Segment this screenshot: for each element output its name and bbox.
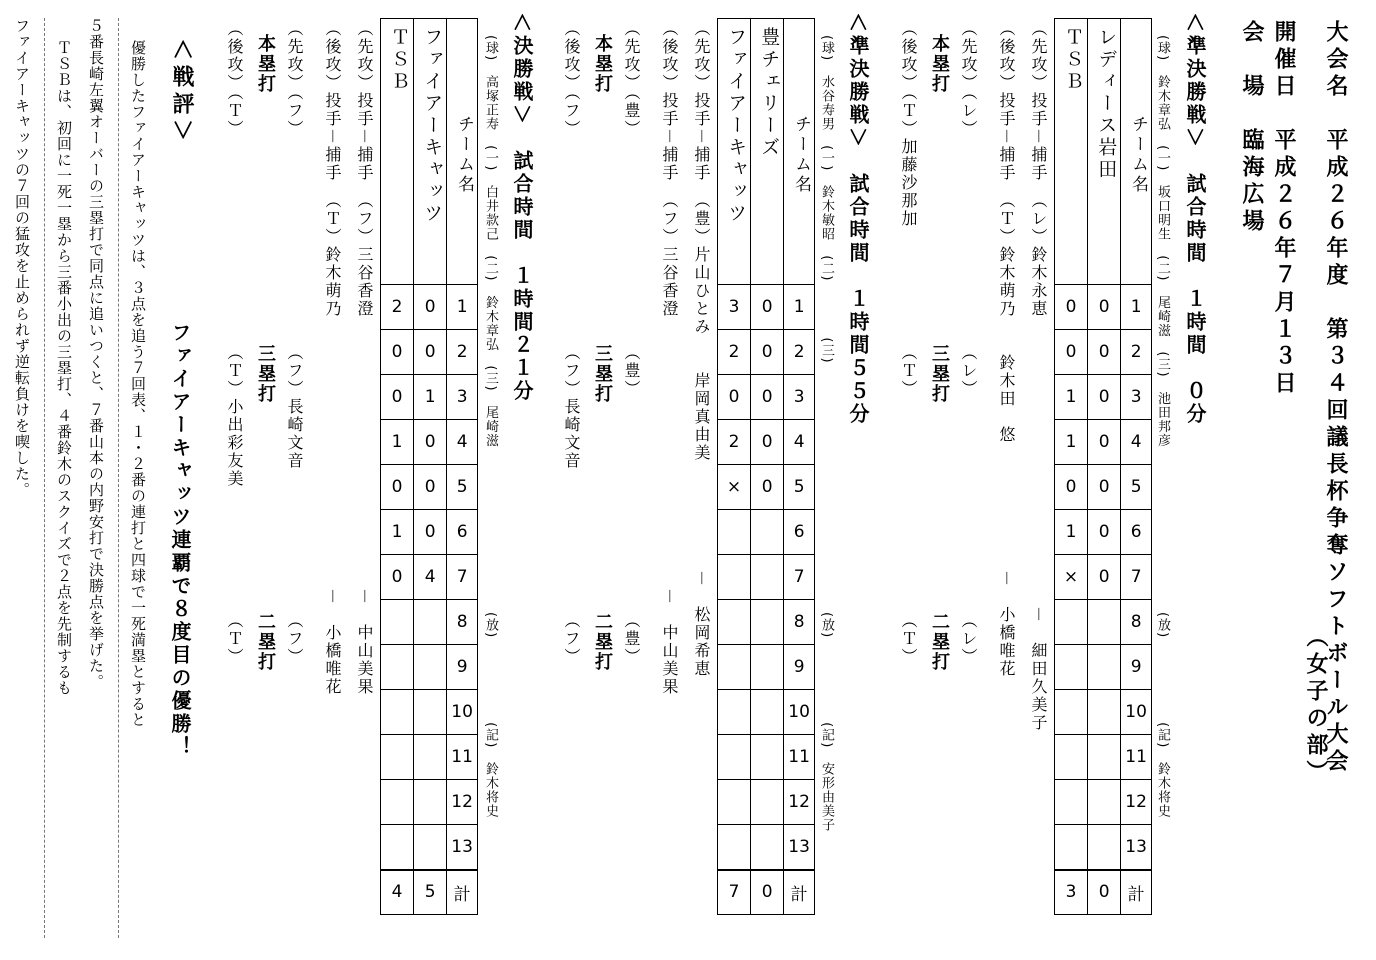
- inning-number: 9: [784, 645, 815, 690]
- inning-row: [381, 510, 478, 555]
- inning-score-cell: 0: [751, 375, 784, 420]
- inning-row: [381, 285, 478, 330]
- review-text-line: ファイアーキャッツの７回の猛攻を止められず逆転負けを喫した。: [13, 18, 31, 498]
- inning-score-cell: 0: [718, 375, 751, 420]
- inning-number: 13: [447, 825, 478, 870]
- game1-umpires-extra: (放) (記) 鈴木将史: [1155, 612, 1170, 819]
- inning-row: [1055, 420, 1152, 465]
- tournament-title: 大会名 平成２６年度 第３４回議長杯争奪ソフトボール大会: [1323, 20, 1348, 776]
- total-header: 計: [447, 870, 478, 915]
- inning-row: [381, 555, 478, 600]
- inning-score-cell: ×: [1055, 555, 1088, 600]
- total-header: 計: [1121, 870, 1152, 915]
- game3-hr-label: [256, 20, 274, 94]
- inning-number: 7: [447, 555, 478, 600]
- inning-score-cell: 0: [751, 420, 784, 465]
- inning-score-cell: 0: [414, 420, 447, 465]
- team-total: 7: [718, 870, 751, 915]
- game3-triple-bottom: （Ｔ）小出彩友美: [225, 344, 244, 488]
- hr-text: 本塁打: [255, 34, 276, 94]
- team-name-header: チーム名: [447, 19, 478, 285]
- division-label: （女子の部）: [1303, 625, 1328, 787]
- game2-battery-bottom: （後攻）投手－捕手 （フ）三谷香澄 － 中山美果: [660, 20, 679, 696]
- inning-row: [1055, 510, 1152, 555]
- inning-score-cell: 0: [1088, 285, 1121, 330]
- inning-score-cell: [718, 735, 751, 780]
- inning-score-cell: 0: [381, 555, 414, 600]
- team-name-cell: ＴＳＢ: [381, 19, 414, 285]
- inning-score-cell: [381, 825, 414, 870]
- game2-umpires: (球) 水谷寿男 (一) 鈴木敏昭 (二) (三): [819, 35, 834, 364]
- inning-number: 11: [784, 735, 815, 780]
- inning-row: [718, 330, 815, 375]
- inning-score-cell: [381, 600, 414, 645]
- inning-score-cell: 0: [1055, 285, 1088, 330]
- inning-score-cell: [751, 825, 784, 870]
- team-name-cell: ＴＳＢ: [1055, 19, 1088, 285]
- inning-number: 3: [447, 375, 478, 420]
- game1-umpires: (球) 鈴木章弘 (一) 坂口明生 (二) 尾崎滋 (三) 池田邦彦: [1155, 35, 1170, 448]
- inning-score-cell: 0: [1088, 510, 1121, 555]
- inning-row: [718, 735, 815, 780]
- game2-triple-label: 三塁打: [592, 344, 613, 404]
- game3-triple-top: （フ）長崎文音: [285, 344, 304, 470]
- inning-score-cell: [1088, 735, 1121, 780]
- game1-triple-bottom: （Ｔ）: [899, 344, 918, 398]
- inning-number: 8: [447, 600, 478, 645]
- inning-number: 11: [447, 735, 478, 780]
- inning-row: [381, 780, 478, 825]
- inning-score-cell: 0: [1088, 375, 1121, 420]
- inning-row: [1055, 285, 1152, 330]
- inning-score-cell: 1: [1055, 510, 1088, 555]
- total-header: 計: [784, 870, 815, 915]
- inning-score-cell: [718, 510, 751, 555]
- inning-score-cell: [718, 600, 751, 645]
- inning-number: 7: [784, 555, 815, 600]
- team-total: 5: [414, 870, 447, 915]
- inning-number: 6: [784, 510, 815, 555]
- inning-score-cell: [414, 645, 447, 690]
- team-name-header: チーム名: [1121, 19, 1152, 285]
- game1-double-top: （レ）: [959, 612, 978, 666]
- inning-score-cell: 0: [381, 465, 414, 510]
- inning-score-cell: [1055, 600, 1088, 645]
- review-text-line: 優勝したファイアーキャッツは、３点を追う７回表、１・２番の連打と四球で一死満塁とすると: [129, 40, 147, 728]
- game2-hr-label: [593, 20, 611, 94]
- inning-number: 5: [447, 465, 478, 510]
- game2-hr-bottom: （後攻）（フ）: [562, 20, 581, 138]
- game3-umpires: (球) 高塚正寿 (一) 白井款己 (二) 鈴木章弘 (三) 尾崎滋: [483, 35, 498, 448]
- inning-row: [1055, 330, 1152, 375]
- inning-score-cell: [751, 555, 784, 600]
- inning-score-cell: 0: [1088, 330, 1121, 375]
- inning-score-cell: 0: [1055, 465, 1088, 510]
- inning-score-cell: 0: [751, 285, 784, 330]
- inning-row: [718, 825, 815, 870]
- review-divider: [44, 18, 45, 938]
- inning-row: [1055, 375, 1152, 420]
- game1-heading: ＜準決勝戦＞ 試合時間 １時間 ０分: [1183, 12, 1207, 426]
- inning-score-cell: 0: [381, 330, 414, 375]
- inning-row: [1055, 735, 1152, 780]
- inning-number: 6: [447, 510, 478, 555]
- inning-row: [381, 375, 478, 420]
- inning-score-cell: [1088, 825, 1121, 870]
- inning-score-cell: 1: [381, 510, 414, 555]
- inning-number: 2: [1121, 330, 1152, 375]
- inning-score-cell: [1055, 645, 1088, 690]
- inning-score-cell: [718, 555, 751, 600]
- inning-score-cell: [381, 735, 414, 780]
- game3-double-bottom: （Ｔ）: [225, 612, 244, 666]
- inning-score-cell: [414, 600, 447, 645]
- inning-score-cell: [414, 780, 447, 825]
- inning-number: 7: [1121, 555, 1152, 600]
- inning-number: 2: [447, 330, 478, 375]
- inning-score-cell: 4: [414, 555, 447, 600]
- game2-heading: ＜準決勝戦＞ 試合時間 １時間５５分: [846, 12, 870, 426]
- inning-score-cell: [1055, 690, 1088, 735]
- inning-number: 13: [784, 825, 815, 870]
- review-heading: ＜戦評＞: [169, 38, 194, 147]
- team-name-cell: レディース岩田: [1088, 19, 1121, 285]
- inning-number: 6: [1121, 510, 1152, 555]
- game2-umpires-extra: (放) (記) 安形由美子: [819, 612, 834, 833]
- inning-score-cell: 0: [381, 375, 414, 420]
- inning-score-cell: [718, 690, 751, 735]
- game1-double-label: 二塁打: [929, 612, 950, 672]
- hr-text: 本塁打: [929, 34, 950, 94]
- inning-number: 9: [447, 645, 478, 690]
- game1-triple-label: 三塁打: [929, 344, 950, 404]
- team-name-cell: ファイアーキャッツ: [718, 19, 751, 285]
- inning-score-cell: 2: [718, 330, 751, 375]
- game2-double-bottom: （フ）: [562, 612, 581, 666]
- inning-number: 1: [784, 285, 815, 330]
- inning-score-cell: 0: [414, 465, 447, 510]
- inning-number: 10: [447, 690, 478, 735]
- inning-row: [381, 330, 478, 375]
- game3-hr-top: （先攻）（フ）: [285, 20, 304, 138]
- inning-number: 11: [1121, 735, 1152, 780]
- inning-number: 8: [784, 600, 815, 645]
- inning-number: 10: [784, 690, 815, 735]
- inning-score-cell: [1055, 735, 1088, 780]
- team-name-cell: 豊チェリーズ: [751, 19, 784, 285]
- event-venue: 会 場 臨海広場: [1239, 20, 1264, 236]
- inning-row: [381, 690, 478, 735]
- game2-battery-top: （先攻）投手－捕手 （豊）片山ひとみ 岸岡真由美 － 松岡希恵: [692, 20, 711, 678]
- inning-row: [718, 510, 815, 555]
- inning-number: 3: [784, 375, 815, 420]
- inning-row: [381, 420, 478, 465]
- inning-number: 3: [1121, 375, 1152, 420]
- inning-number: 12: [447, 780, 478, 825]
- inning-score-cell: [718, 645, 751, 690]
- inning-row: [1055, 465, 1152, 510]
- review-divider: [118, 18, 119, 938]
- inning-number: 12: [784, 780, 815, 825]
- inning-number: 2: [784, 330, 815, 375]
- game2-double-top: （豊）: [622, 612, 641, 666]
- inning-row: [381, 645, 478, 690]
- game3-battery-top: （先攻）投手－捕手 （フ）三谷香澄 － 中山美果: [355, 20, 374, 696]
- team-total: 3: [1055, 870, 1088, 915]
- inning-row: [718, 600, 815, 645]
- inning-score-cell: 0: [1088, 420, 1121, 465]
- hr-text: 本塁打: [592, 34, 613, 94]
- inning-number: 4: [447, 420, 478, 465]
- inning-number: 5: [1121, 465, 1152, 510]
- inning-score-cell: [381, 645, 414, 690]
- inning-score-cell: [381, 690, 414, 735]
- inning-score-cell: 3: [718, 285, 751, 330]
- inning-row: [381, 600, 478, 645]
- inning-number: 9: [1121, 645, 1152, 690]
- game2-triple-bottom: （フ）長崎文音: [562, 344, 581, 470]
- inning-row: [1055, 780, 1152, 825]
- inning-score-cell: [1055, 780, 1088, 825]
- inning-number: 4: [1121, 420, 1152, 465]
- inning-number: 1: [1121, 285, 1152, 330]
- inning-number: 1: [447, 285, 478, 330]
- inning-row: [1055, 825, 1152, 870]
- inning-score-cell: 0: [1088, 465, 1121, 510]
- game3-heading: ＜決勝戦＞ 試合時間 １時間２１分: [510, 12, 534, 403]
- inning-number: 13: [1121, 825, 1152, 870]
- game2-double-label: 二塁打: [592, 612, 613, 672]
- inning-number: 10: [1121, 690, 1152, 735]
- game3-triple-label: 三塁打: [255, 344, 276, 404]
- inning-score-cell: 0: [414, 285, 447, 330]
- review-text-line: ＴＳＢは、初回に一死一塁から三番小出の三塁打、４番鈴木のスクイズで２点を先制するも: [55, 40, 73, 696]
- inning-score-cell: [381, 780, 414, 825]
- inning-score-cell: 2: [718, 420, 751, 465]
- inning-score-cell: [414, 825, 447, 870]
- inning-score-cell: [1088, 780, 1121, 825]
- inning-score-cell: 1: [1055, 420, 1088, 465]
- inning-row: [718, 465, 815, 510]
- inning-number: 8: [1121, 600, 1152, 645]
- game1-triple-top: （レ）: [959, 344, 978, 398]
- inning-score-cell: 0: [1055, 330, 1088, 375]
- inning-score-cell: 0: [414, 330, 447, 375]
- inning-score-cell: [1055, 825, 1088, 870]
- inning-score-cell: [414, 690, 447, 735]
- game1-hr-bottom: （後攻）（Ｔ）加藤沙那加: [899, 20, 918, 228]
- inning-row: [381, 735, 478, 780]
- inning-score-cell: 0: [414, 510, 447, 555]
- game3-umpires-extra: (放) (記) 鈴木将史: [483, 612, 498, 819]
- inning-row: [381, 825, 478, 870]
- game1-hr-top: （先攻）（レ）: [959, 20, 978, 138]
- review-text-line: ５番長崎左翼オーバーの三塁打で同点に追いつくと、７番山本の内野安打で決勝点を挙げた。: [87, 18, 105, 690]
- inning-score-cell: 0: [751, 465, 784, 510]
- inning-row: [718, 555, 815, 600]
- game1-double-bottom: （Ｔ）: [899, 612, 918, 666]
- inning-row: [381, 465, 478, 510]
- team-name-header: チーム名: [784, 19, 815, 285]
- game3-hr-bottom: （後攻）（Ｔ）: [225, 20, 244, 138]
- inning-score-cell: 1: [1055, 375, 1088, 420]
- game1-battery-top: （先攻）投手－捕手 （レ）鈴木永恵 － 細田久美子: [1029, 20, 1048, 732]
- inning-row: [718, 690, 815, 735]
- inning-row: [1055, 645, 1152, 690]
- game1-battery-bottom: （後攻）投手－捕手 （Ｔ）鈴木萌乃 鈴木田 悠 － 小橋唯花: [997, 20, 1016, 678]
- inning-score-cell: [1088, 690, 1121, 735]
- team-name-cell: ファイアーキャッツ: [414, 19, 447, 285]
- inning-score-cell: [718, 780, 751, 825]
- inning-score-cell: [751, 600, 784, 645]
- inning-number: 4: [784, 420, 815, 465]
- inning-score-cell: [751, 735, 784, 780]
- inning-score-cell: [751, 690, 784, 735]
- inning-score-cell: [751, 510, 784, 555]
- inning-row: [1055, 600, 1152, 645]
- inning-row: [718, 420, 815, 465]
- game3-scoreboard: [380, 18, 478, 915]
- inning-score-cell: 1: [414, 375, 447, 420]
- inning-row: [718, 285, 815, 330]
- inning-score-cell: [751, 780, 784, 825]
- event-date: 開催日 平成２６年７月１３日: [1271, 20, 1296, 398]
- game2-scoreboard: [717, 18, 815, 915]
- inning-score-cell: [1088, 645, 1121, 690]
- inning-score-cell: [751, 645, 784, 690]
- inning-score-cell: [1088, 600, 1121, 645]
- game2-triple-top: （豊）: [622, 344, 641, 398]
- inning-score-cell: 2: [381, 285, 414, 330]
- game3-double-label: 二塁打: [255, 612, 276, 672]
- review-headline: ファイアーキャッツ連覇で８度目の優勝！: [168, 322, 192, 759]
- game2-hr-top: （先攻）（豊）: [622, 20, 641, 138]
- inning-score-cell: ×: [718, 465, 751, 510]
- inning-row: [718, 780, 815, 825]
- game3-double-top: （フ）: [285, 612, 304, 666]
- team-total: 4: [381, 870, 414, 915]
- inning-row: [1055, 555, 1152, 600]
- inning-number: 12: [1121, 780, 1152, 825]
- game1-hr-label: [930, 20, 948, 94]
- game1-scoreboard: [1054, 18, 1152, 915]
- inning-row: [718, 375, 815, 420]
- inning-score-cell: 0: [751, 330, 784, 375]
- inning-score-cell: [414, 735, 447, 780]
- inning-score-cell: 1: [381, 420, 414, 465]
- inning-score-cell: 0: [1088, 555, 1121, 600]
- inning-row: [1055, 690, 1152, 735]
- inning-score-cell: [718, 825, 751, 870]
- team-total: 0: [751, 870, 784, 915]
- inning-number: 5: [784, 465, 815, 510]
- game3-battery-bottom: （後攻）投手－捕手 （Ｔ）鈴木萌乃 － 小橋唯花: [323, 20, 342, 696]
- inning-row: [718, 645, 815, 690]
- team-total: 0: [1088, 870, 1121, 915]
